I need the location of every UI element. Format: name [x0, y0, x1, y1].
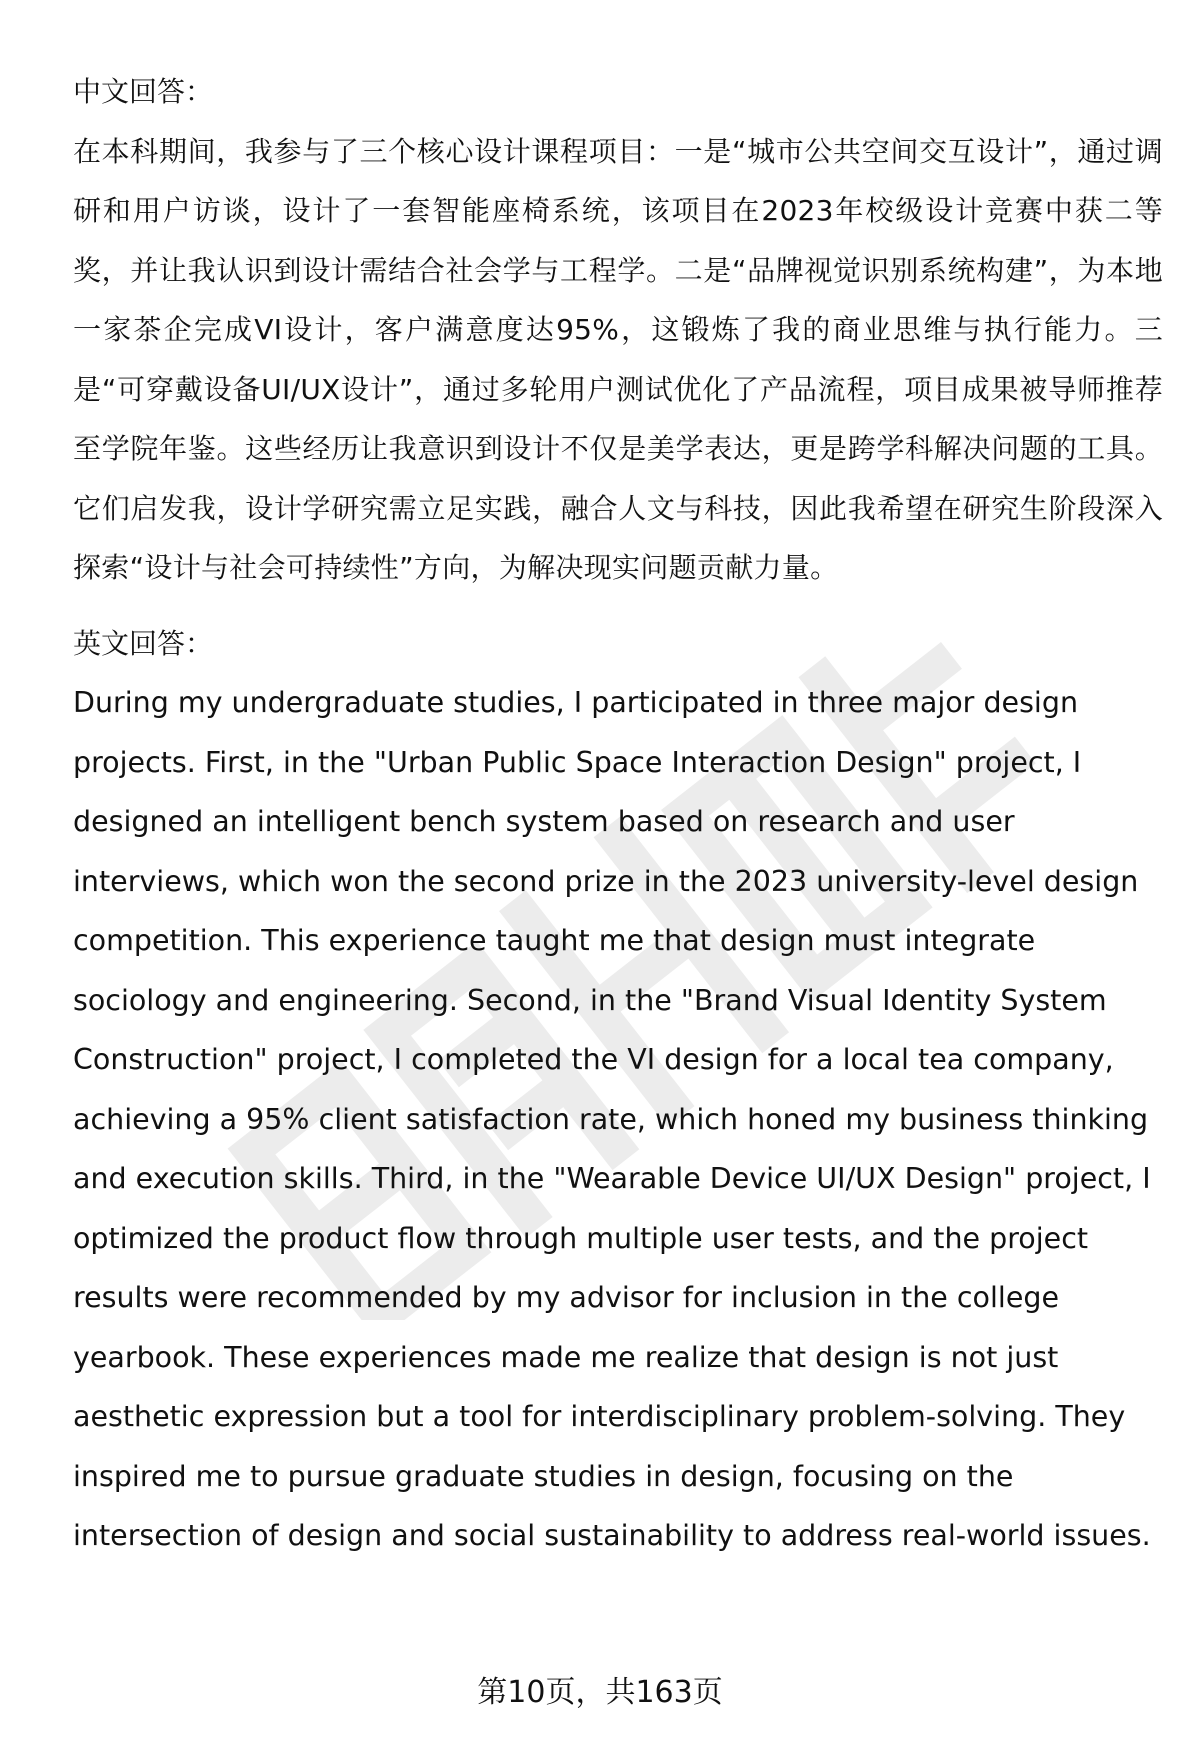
english-answer-text: During my undergraduate studies, I participated in three major design projects. First, in the "Urban Public Space Interaction Design" project, I designed an intelligent bench system based on research and user interviews, which won the second prize in the 2023 university-level design competition. This experience taught me that design must integrate sociology and engineering. Second, in the "Brand Visual Identity System Construction" project, I completed the VI design for a local tea company, achieving a 95% client satisfaction rate, which honed my business thinking and execution skills. Third, in the "Wearable Device UI/UX Design" project, I optimized the product flow through multiple user tests, and the project results were recommended by my advisor for inclusion in the college yearbook. These experiences made me realize that design is not just aesthetic expression but a tool for interdisciplinary problem-solving. They inspired me to pursue graduate studies in design, focusing on the intersection of design and social sustainability to address real-world issues.: [73, 686, 1151, 1552]
chinese-answer-label: 中文回答：: [73, 75, 214, 108]
document-page: [73, 62, 1163, 1566]
page-number-footer: 第10页，共163页: [477, 1675, 723, 1710]
english-answer-label: 英文回答：: [73, 626, 214, 660]
chinese-answer-text: 在本科期间，我参与了三个核心设计课程项目：一是“城市公共空间交互设计”，通过调研和用户访谈，设计了一套智能座椅系统，该项目在2023年校级设计竞赛中获二等奖，并让我认识到设计需结合社会学与工程学。二是“品牌视觉识别系统构建”，为本地一家茶企完成VI设计，客户满意度达95%，这锻炼了我的商业思维与执行能力。三是“可穿戴设备UI/UX设计”，通过多轮用户测试优化了产品流程，项目成果被导师推荐至学院年鉴。这些经历让我意识到设计不仅是美学表达，更是跨学科解决问题的工具。它们启发我，设计学研究需立足实践，融合人文与科技，因此我希望在研究生阶段深入探索“设计与社会可持续性”方向，为解决现实问题贡献力量。: [73, 134, 1163, 584]
